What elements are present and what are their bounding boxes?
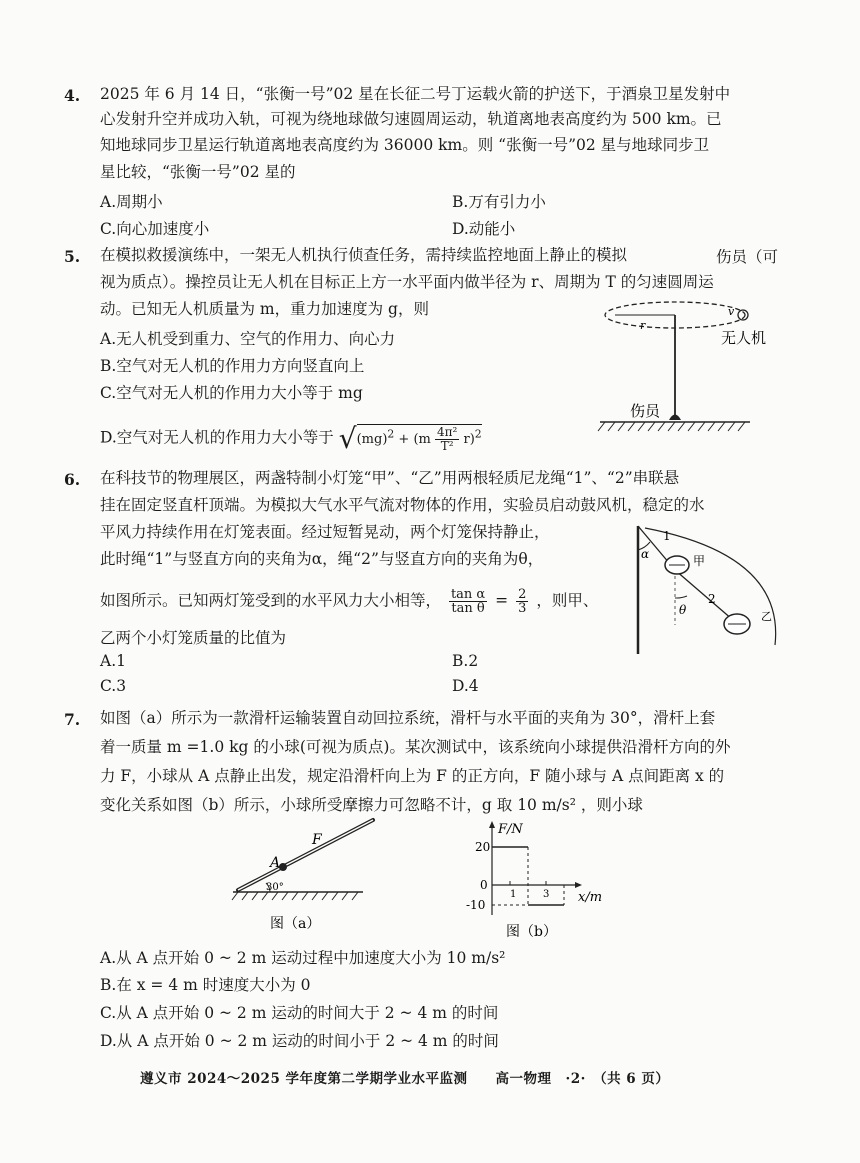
q6-ratio-tail: ，则甲、 <box>536 591 599 610</box>
q7-option-b: B.在 x = 4 m 时速度大小为 0 <box>100 976 311 994</box>
q4-line-3: 知地球同步卫星运行轨道离地表高度约为 36000 km。则 “张衡一号”02 星与地球同步卫 <box>100 136 710 154</box>
q5-fig-v: v <box>728 305 735 318</box>
q6-option-b: B.2 <box>452 652 479 670</box>
q7-fig-b-xtick-3: 3 <box>543 889 550 900</box>
q7-figure-a <box>228 812 388 942</box>
q7-line-4: 变化关系如图（b）所示，小球所受摩擦力可忽略不计，g 取 10 m/s² ，则小球 <box>100 796 643 814</box>
q6-line-6: 乙两个小灯笼质量的比值为 <box>100 629 287 647</box>
q7-fig-b-ytick-m10: -10 <box>466 898 486 912</box>
q5-fig-r: r <box>640 319 646 332</box>
q5-line-1-tail: 伤员（可 <box>716 248 779 266</box>
q6-fig-rope2: 2 <box>708 592 716 606</box>
q6-ratio-value: $\frac{2}{3}$ <box>518 587 527 616</box>
q7-fig-a-angle: 30° <box>266 882 284 893</box>
q7-fig-b-xlabel: x/m <box>578 890 603 905</box>
q4-option-a: A.周期小 <box>100 193 163 211</box>
q5-option-b: B.空气对无人机的作用力方向竖直向上 <box>100 357 365 375</box>
q4-option-b: B.万有引力小 <box>452 193 546 211</box>
q5-formula: √(mg)$^2$ + (m $\frac{\text{4π²}}{\text{T²}}$ r)$^2$ <box>338 422 482 455</box>
q7-fig-a-F: F <box>312 832 322 848</box>
q7-fig-a-caption: 图（a） <box>270 916 321 932</box>
q5-fig-drone-label: 无人机 <box>721 329 767 347</box>
q5-line-3: 动。已知无人机质量为 m，重力加速度为 g，则 <box>100 300 429 318</box>
q5-option-a: A.无人机受到重力、空气的作用力、向心力 <box>100 330 396 348</box>
q7-line-2: 着一质量 m =1.0 kg 的小球(可视为质点)。某次测试中，该系统向小球提供沿滑杆方向的外 <box>100 738 731 756</box>
q6-fig-yi: 乙 <box>761 610 772 623</box>
q7-line-1: 如图（a）所示为一款滑杆运输装置自动回拉系统，滑杆与水平面的夹角为 30°，滑杆上套 <box>100 709 716 727</box>
q7-fig-b-ytick-0: 0 <box>480 878 488 892</box>
q5-option-d-text: D.空气对无人机的作用力大小等于 <box>100 428 334 447</box>
q6-line-1: 在科技节的物理展区，两盏特制小灯笼“甲”、“乙”用两根轻质尼龙绳“1”、“2”串联悬 <box>100 469 680 487</box>
q7-ball-icon <box>279 863 287 871</box>
q4-option-c: C.向心加速度小 <box>100 220 210 238</box>
q6-option-a: A.1 <box>100 652 126 670</box>
q6-line-4: 此时绳“1”与竖直方向的夹角为α，绳“2”与竖直方向的夹角为θ， <box>100 550 544 568</box>
q7-option-a: A.从 A 点开始 0 ~ 2 m 运动过程中加速度大小为 10 m/s² <box>100 949 506 967</box>
q5-option-d <box>100 422 482 455</box>
q5-option-c: C.空气对无人机的作用力大小等于 mg <box>100 384 363 402</box>
question-4-number: 4. <box>64 86 81 105</box>
q6-fig-theta: θ <box>679 603 687 617</box>
q7-option-d: D.从 A 点开始 0 ~ 2 m 运动的时间小于 2 ~ 4 m 的时间 <box>100 1032 499 1050</box>
q6-line-2: 挂在固定竖直杆顶端。为模拟大气水平气流对物体的作用，实验员启动鼓风机，稳定的水 <box>100 496 705 514</box>
q7-fig-b-ytick-20: 20 <box>475 840 491 854</box>
q5-figure <box>595 285 795 445</box>
question-7-number: 7. <box>64 710 81 729</box>
question-6-number: 6. <box>64 470 81 489</box>
q6-fig-alpha: α <box>641 547 650 561</box>
q5-formula-b: + (m <box>398 432 431 447</box>
question-5-number: 5. <box>64 247 81 266</box>
page-footer: 遵义市 2024～2025 学年度第二学期学业水平监测 高一物理 ·2· （共 6 页） <box>140 1071 670 1087</box>
q4-option-d: D.动能小 <box>452 220 516 238</box>
q7-fig-b-ylabel: F/N <box>498 822 523 837</box>
q6-line-3: 平风力持续作用在灯笼表面。经过短暂晃动，两个灯笼保持静止， <box>100 523 550 541</box>
q6-figure <box>625 520 800 660</box>
q6-line-5: 如图所示。已知两灯笼受到的水平风力大小相等， $\frac{\text{tan α}}{\text{tan θ}}$ = $\frac{2}{3}$ ，则甲、 <box>100 587 599 616</box>
q6-fig-rope1: 1 <box>663 529 671 543</box>
q5-formula-c: r) <box>463 432 475 447</box>
q6-line-5-text: 如图所示。已知两灯笼受到的水平风力大小相等， <box>100 591 442 610</box>
q5-formula-a: (mg) <box>356 432 388 447</box>
q7-fig-b-caption: 图（b） <box>506 924 557 940</box>
q6-fig-arc <box>645 528 776 645</box>
q7-line-3: 力 F，小球从 A 点静止出发，规定沿滑杆向上为 F 的正方向，F 随小球与 A 点间距离 x 的 <box>100 767 725 785</box>
q7-figure-b <box>462 815 622 945</box>
q4-line-1: 2025 年 6 月 14 日，“张衡一号”02 星在长征二号丁运载火箭的护送下，于酒泉卫星发射中 <box>100 85 731 103</box>
q5-line-1: 在模拟救援演练中，一架无人机执行侦查任务，需持续监控地面上静止的模拟 <box>100 246 628 264</box>
person-icon <box>669 415 681 421</box>
q5-fig-person-label: 伤员 <box>630 402 661 420</box>
q5-formula-frac: $\frac{\text{4π²}}{\text{T²}}$ <box>437 425 458 453</box>
q4-line-2: 心发射升空并成功入轨，可视为绕地球做匀速圆周运动，轨道离地表高度约为 500 km。已 <box>100 110 722 128</box>
q7-option-c: C.从 A 点开始 0 ~ 2 m 运动的时间大于 2 ~ 4 m 的时间 <box>100 1004 499 1022</box>
q7-fig-b-xtick-1: 1 <box>510 889 517 900</box>
q7-fig-a-A: A <box>270 855 281 871</box>
q4-line-4: 星比较，“张衡一号”02 星的 <box>100 163 296 181</box>
q6-fig-jia: 甲 <box>693 554 706 568</box>
q6-option-d: D.4 <box>452 677 479 695</box>
q6-option-c: C.3 <box>100 677 127 695</box>
q6-ratio-tan: $\frac{\text{tan α}}{\text{tan θ}}$ <box>450 587 486 616</box>
q5-line-2: 视为质点）。操控员让无人机在目标正上方一水平面内做半径为 r、周期为 T 的匀速圆周运 <box>100 273 714 291</box>
